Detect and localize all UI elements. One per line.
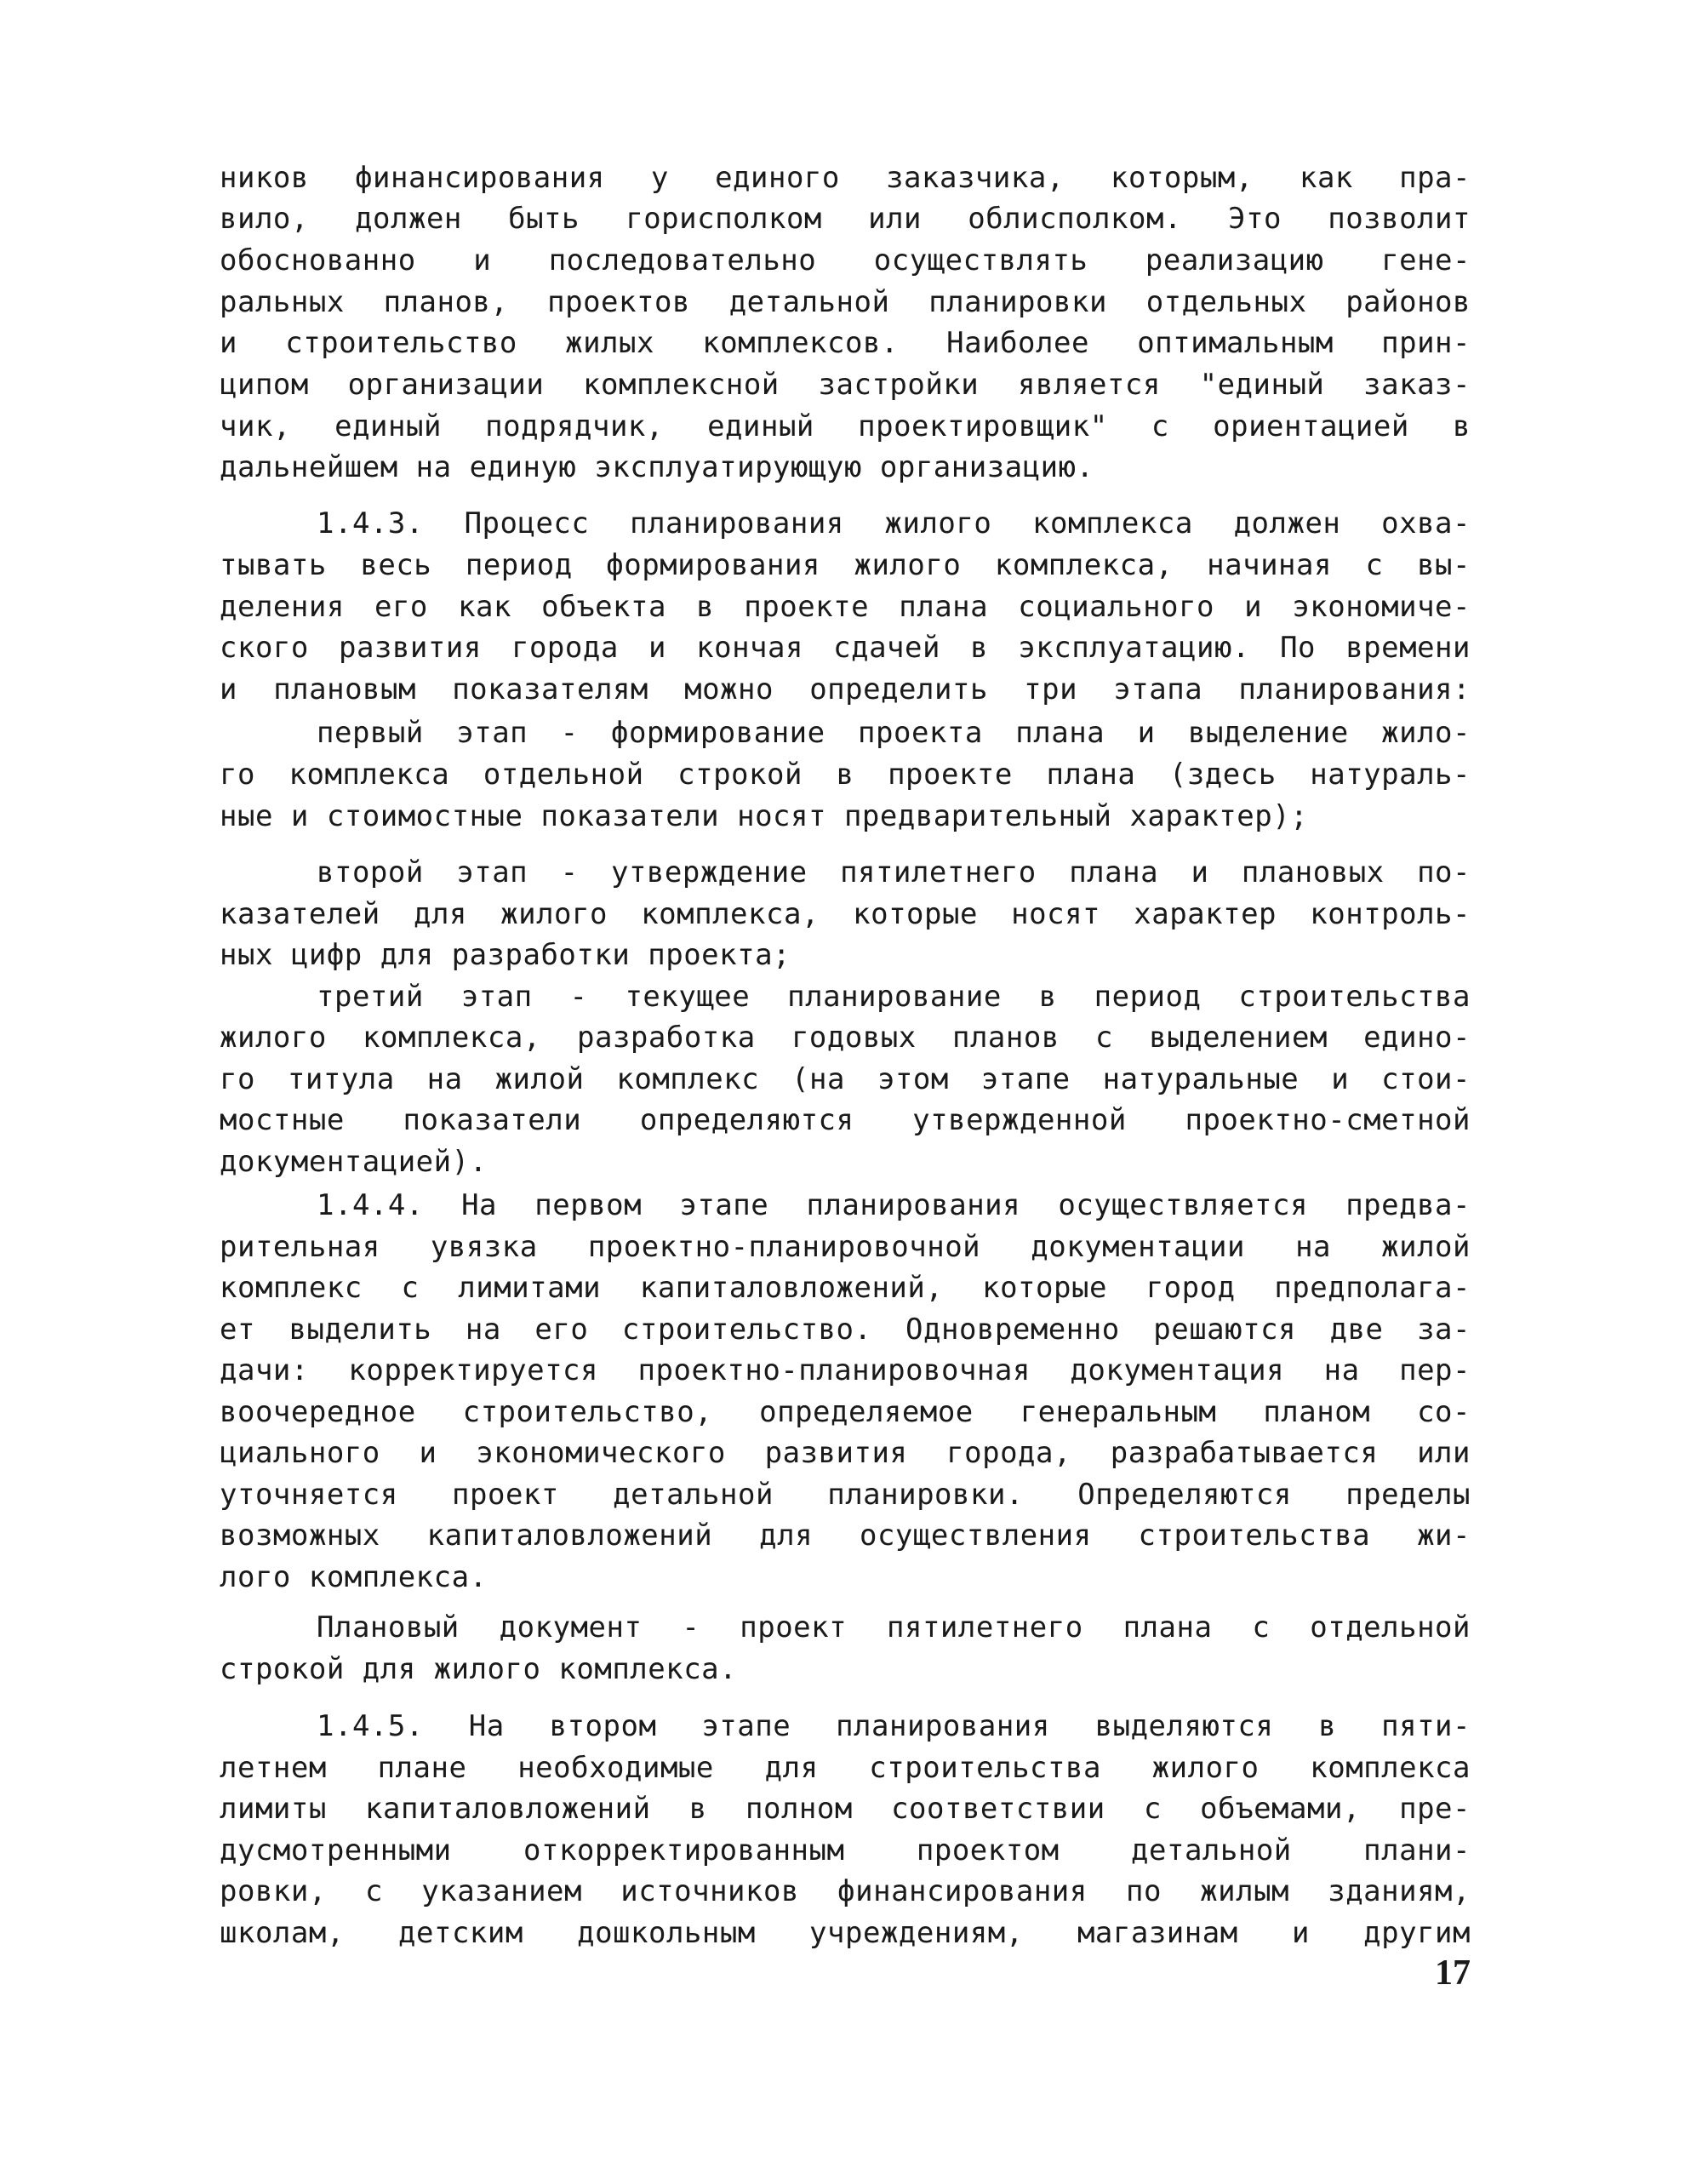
- text-line: ского развития города и кончая сдачей в эксплуатацию. По времени: [220, 631, 1471, 665]
- text-line: тывать весь период формирования жилого комплекса, начиная с вы-: [220, 548, 1471, 582]
- text-line: жилого комплекса, разработка годовых планов с выделением едино-: [220, 1021, 1471, 1055]
- text-line: ципом организации комплексной застройки является "единый заказ-: [220, 368, 1471, 402]
- text-line: документацией).: [220, 1145, 488, 1179]
- text-line: воочередное строительство, определяемое генеральным планом со-: [220, 1395, 1471, 1429]
- text-line: лимиты капиталовложений в полном соответствии с объемами, пре-: [220, 1792, 1471, 1826]
- text-line: школам, детским дошкольным учреждениям, магазинам и другим: [220, 1916, 1471, 1950]
- text-line: деления его как объекта в проекте плана социального и экономиче-: [220, 590, 1471, 624]
- text-line: дачи: корректируется проектно-планировочная документация на пер-: [220, 1353, 1471, 1387]
- text-line: дальнейшем на единую эксплуатирующую организацию.: [220, 450, 1094, 484]
- text-line: и плановым показателям можно определить три этапа планирования:: [220, 672, 1471, 706]
- text-line: лого комплекса.: [220, 1560, 488, 1594]
- text-line: ровки, с указанием источников финансирования по жилым зданиям,: [220, 1874, 1471, 1908]
- text-line: и строительство жилых комплексов. Наиболее оптимальным прин-: [220, 326, 1471, 360]
- text-line: строкой для жилого комплекса.: [220, 1652, 738, 1686]
- text-line: циального и экономического развития города, разрабатывается или: [220, 1436, 1471, 1470]
- text-line: Плановый документ - проект пятилетнего плана с отдельной: [317, 1610, 1471, 1644]
- text-line: ральных планов, проектов детальной планировки отдельных районов: [220, 285, 1471, 319]
- text-line: ные и стоимостные показатели носят предварительный характер);: [220, 799, 1309, 833]
- text-line: уточняется проект детальной планировки. Определяются пределы: [220, 1478, 1471, 1512]
- text-line: мостные показатели определяются утвержденной проектно-сметной: [220, 1103, 1471, 1137]
- page-number: 17: [1435, 1953, 1471, 1993]
- section-heading-line: 1.4.5. На втором этапе планирования выделяются в пяти-: [317, 1709, 1471, 1743]
- section-heading-line: 1.4.3. Процесс планирования жилого комплекса должен охва-: [317, 506, 1471, 540]
- text-line: чик, единый подрядчик, единый проектировщик" с ориентацией в: [220, 409, 1471, 443]
- text-line: третий этап - текущее планирование в период строительства: [317, 980, 1471, 1014]
- text-line: рительная увязка проектно-планировочной документации на жилой: [220, 1230, 1471, 1264]
- text-line: второй этап - утверждение пятилетнего плана и плановых по-: [317, 855, 1471, 889]
- text-line: вило, должен быть горисполком или облисполком. Это позволит: [220, 202, 1471, 236]
- text-line: дусмотренными откорректированным проектом детальной плани-: [220, 1833, 1471, 1867]
- text-line: ных цифр для разработки проекта;: [220, 938, 791, 972]
- text-line: казателей для жилого комплекса, которые носят характер контроль-: [220, 897, 1471, 931]
- text-line: возможных капиталовложений для осуществления строительства жи-: [220, 1519, 1471, 1553]
- text-line: комплекс с лимитами капиталовложений, которые город предполага-: [220, 1271, 1471, 1305]
- text-line: го комплекса отдельной строкой в проекте плана (здесь натураль-: [220, 758, 1471, 792]
- text-line: го титула на жилой комплекс (на этом этапе натуральные и стои-: [220, 1062, 1471, 1096]
- text-line: первый этап - формирование проекта плана и выделение жило-: [317, 716, 1471, 750]
- text-line: ников финансирования у единого заказчика, которым, как пра-: [220, 161, 1471, 195]
- text-line: летнем плане необходимые для строительства жилого комплекса: [220, 1751, 1471, 1785]
- text-line: ет выделить на его строительство. Одновременно решаются две за-: [220, 1313, 1471, 1347]
- text-line: обоснованно и последовательно осуществлять реализацию гене-: [220, 243, 1471, 277]
- section-heading-line: 1.4.4. На первом этапе планирования осуществляется предва-: [317, 1188, 1471, 1222]
